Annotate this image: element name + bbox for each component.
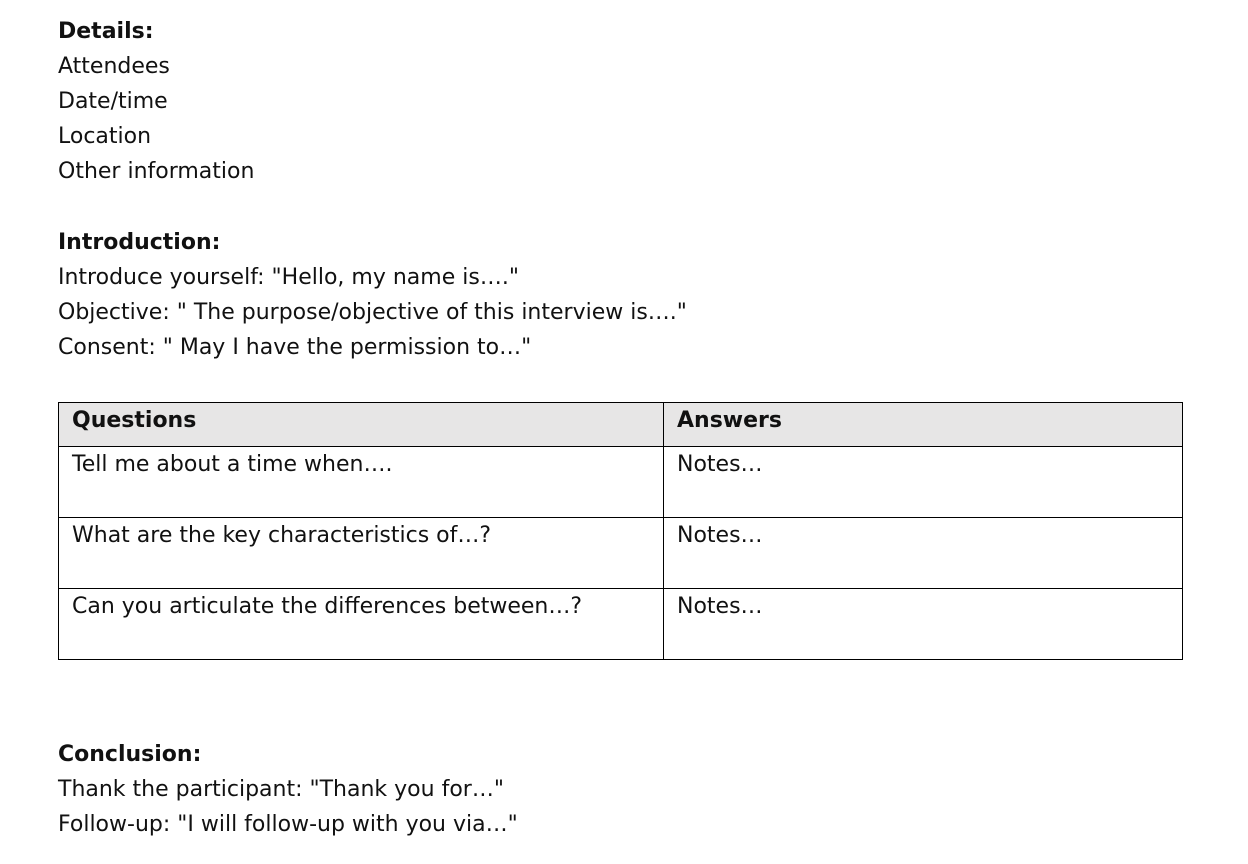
answer-cell[interactable]: Notes… [664, 447, 1183, 518]
table-row [59, 589, 1183, 660]
questions-table-wrapper [58, 402, 1183, 660]
conclusion-section [58, 737, 518, 842]
document-page [58, 14, 1182, 837]
column-header-answers: Answers [664, 403, 1183, 447]
details-item-datetime: Date/time [58, 89, 168, 114]
conclusion-line-followup: Follow-up: "I will follow-up with you via…" [58, 812, 518, 837]
details-item-location: Location [58, 124, 152, 149]
conclusion-line-thanks: Thank the participant: "Thank you for…" [58, 777, 504, 802]
introduction-heading: Introduction: [58, 230, 221, 255]
details-item-attendees: Attendees [58, 54, 170, 79]
introduction-section [58, 225, 1182, 365]
table-row [59, 447, 1183, 518]
details-item-other: Other information [58, 159, 255, 184]
answer-cell[interactable]: Notes… [664, 518, 1183, 589]
question-cell[interactable]: Tell me about a time when…. [59, 447, 664, 518]
question-cell[interactable]: What are the key characteristics of…? [59, 518, 664, 589]
conclusion-heading: Conclusion: [58, 742, 202, 767]
answer-cell[interactable]: Notes… [664, 589, 1183, 660]
introduction-line-introduce: Introduce yourself: "Hello, my name is…." [58, 265, 519, 290]
introduction-line-objective: Objective: " The purpose/objective of this interview is…." [58, 300, 687, 325]
column-header-questions: Questions [59, 403, 664, 447]
introduction-line-consent: Consent: " May I have the permission to…" [58, 335, 532, 360]
paragraph-spacer [58, 189, 1182, 225]
questions-table [58, 402, 1183, 660]
question-cell[interactable]: Can you articulate the differences between…? [59, 589, 664, 660]
table-row [59, 518, 1183, 589]
details-heading: Details: [58, 19, 154, 44]
table-header-row [59, 403, 1183, 447]
details-section [58, 14, 1182, 189]
